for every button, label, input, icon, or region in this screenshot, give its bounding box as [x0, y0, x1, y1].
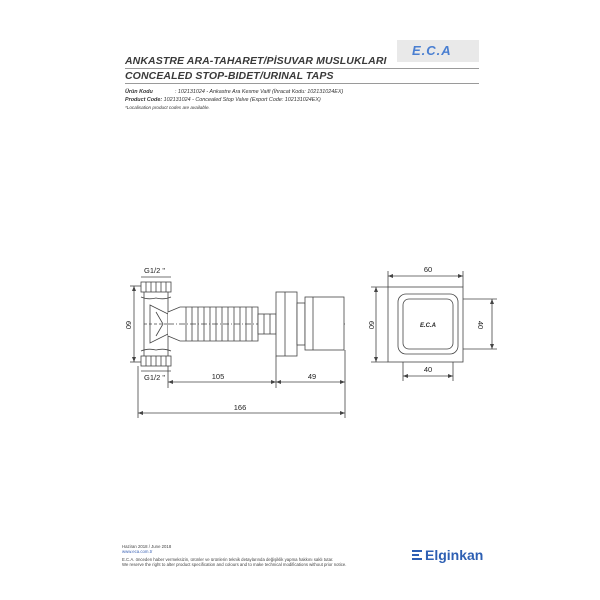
front-inner-height-label: 40 [476, 320, 485, 330]
localisation-note: *Localisation product codes are available. [125, 105, 210, 110]
eca-logo-text: E.C.A [412, 43, 452, 58]
front-height-label: 60 [367, 320, 376, 330]
length-handle-label: 49 [307, 372, 317, 381]
height-left-label: 60 [124, 320, 133, 330]
length-total-label: 166 [233, 403, 247, 412]
front-width-label: 60 [423, 265, 433, 274]
footer-disclaimer-en: We reserve the right to alter product specification and colours and to make technical modifications without prior notice. [122, 562, 347, 567]
footer-disclaimer-tr: E.C.A. önceden haber vermeksizin, ürünler ve ürünlerin teknik detaylarında değişiklik yapma hakkını saklı tutar. [122, 557, 334, 562]
thread-bottom-label: G1/2 " [144, 373, 166, 382]
title-english: CONCEALED STOP-BIDET/URINAL TAPS [125, 70, 334, 82]
elginkan-mark-icon [412, 550, 422, 561]
product-code-label: Product Code: [125, 97, 163, 103]
footer-website-link[interactable]: www.eca.com.tr [122, 549, 153, 554]
title-turkish: ANKASTRE ARA-TAHARET/PİSUVAR MUSLUKLARI [125, 55, 387, 67]
thread-top-label: G1/2 " [144, 266, 166, 275]
handle-side [305, 297, 344, 350]
length-body-label: 105 [211, 372, 225, 381]
urun-kodu-value: : 102131024 - Ankastre Ara Kesme Vaifi (İhracat Kodu: 102131024EX) [174, 89, 344, 95]
elginkan-logo [412, 547, 483, 563]
urun-kodu-label: Ürün Kodu [125, 89, 153, 95]
front-inner-width-label: 40 [423, 365, 433, 374]
cover-plate [276, 292, 297, 356]
handle-logo: E.C.A [419, 323, 437, 329]
product-code-value: 102131024 - Concealed Stop Valve (Export Code: 102131024EX) [163, 97, 321, 103]
footer-dates: Haziran 2018 / June 2018 [122, 544, 172, 549]
brand-name: Elginkan [425, 547, 484, 563]
